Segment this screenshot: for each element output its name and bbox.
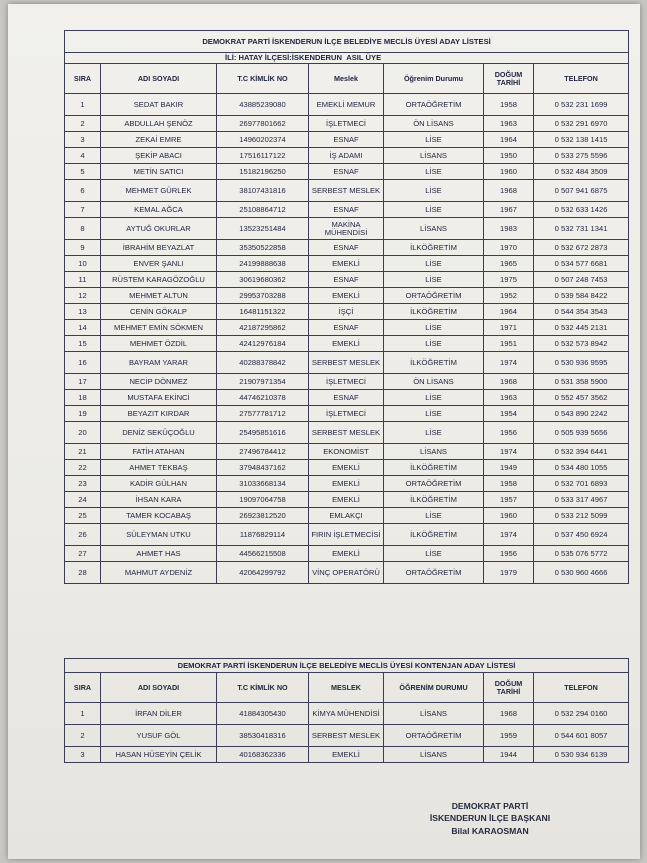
cell-edu: İLKÖĞRETİM: [384, 304, 484, 320]
cell-edu: LİSANS: [384, 218, 484, 240]
cell-name: KADİR GÜLHAN: [101, 476, 217, 492]
cell-edu: LİSANS: [384, 747, 484, 763]
cell-edu: LİSE: [384, 272, 484, 288]
header-phone: TELEFON: [534, 64, 629, 94]
cell-name: ENVER ŞANLI: [101, 256, 217, 272]
quota-header-tc: T.C KİMLİK NO: [217, 673, 309, 703]
cell-job: EMEKLİ: [309, 476, 384, 492]
cell-name: SÜLEYMAN UTKU: [101, 524, 217, 546]
header-job: Meslek: [309, 64, 384, 94]
cell-tc: 15182196250: [217, 164, 309, 180]
cell-tc: 42412976184: [217, 336, 309, 352]
cell-birth: 1975: [484, 272, 534, 288]
cell-tc: 17516117122: [217, 148, 309, 164]
cell-job: SERBEST MESLEK: [309, 180, 384, 202]
quota-header-birth: DOĞUM TARİHİ: [484, 673, 534, 703]
cell-edu: İLKÖĞRETİM: [384, 460, 484, 476]
cell-name: İHSAN KARA: [101, 492, 217, 508]
cell-sira: 14: [65, 320, 101, 336]
province-district: İLİ: HATAY İLÇESİ:İSKENDERUN: [225, 53, 343, 63]
cell-name: ABDULLAH ŞENÖZ: [101, 116, 217, 132]
cell-name: HASAN HÜSEYİN ÇELİK: [101, 747, 217, 763]
cell-job: İŞLETMECİ: [309, 406, 384, 422]
table-row: [65, 180, 629, 202]
cell-tc: 29953703288: [217, 288, 309, 304]
cell-tc: 38530418316: [217, 725, 309, 747]
table-row: [65, 272, 629, 288]
sign-office: İSKENDERUN İLÇE BAŞKANI: [429, 813, 551, 824]
cell-phone: 0 532 445 2131: [534, 320, 629, 336]
cell-job: EKONOMİST: [309, 444, 384, 460]
cell-birth: 1963: [484, 390, 534, 406]
table-row: [65, 94, 629, 116]
cell-job: EMEKLİ: [309, 747, 384, 763]
cell-phone: 0 544 601 8057: [534, 725, 629, 747]
table-row: [65, 406, 629, 422]
quota-header-edu: ÖĞRENİM DURUMU: [384, 673, 484, 703]
cell-sira: 11: [65, 272, 101, 288]
cell-birth: 1958: [484, 476, 534, 492]
table-row: [65, 524, 629, 546]
cell-sira: 12: [65, 288, 101, 304]
cell-name: YUSUF GÖL: [101, 725, 217, 747]
cell-phone: 0 533 275 5596: [534, 148, 629, 164]
table-row: [65, 240, 629, 256]
table-row: [65, 218, 629, 240]
cell-phone: 0 533 317 4967: [534, 492, 629, 508]
cell-name: BAYRAM YARAR: [101, 352, 217, 374]
cell-birth: 1944: [484, 747, 534, 763]
cell-name: AHMET TEKBAŞ: [101, 460, 217, 476]
table-row: [65, 164, 629, 180]
cell-phone: 0 544 354 3543: [534, 304, 629, 320]
table-row: [65, 725, 629, 747]
cell-job: İŞLETMECİ: [309, 374, 384, 390]
cell-birth: 1954: [484, 406, 534, 422]
cell-birth: 1959: [484, 725, 534, 747]
cell-sira: 15: [65, 336, 101, 352]
cell-edu: LİSE: [384, 164, 484, 180]
header-tc: T.C KİMLİK NO: [217, 64, 309, 94]
cell-phone: 0 537 450 6924: [534, 524, 629, 546]
sign-person: Bilal KARAOSMAN: [451, 825, 529, 836]
quota-header-sira: SIRA: [65, 673, 101, 703]
cell-edu: LİSE: [384, 422, 484, 444]
cell-edu: LİSE: [384, 406, 484, 422]
cell-job: ESNAF: [309, 132, 384, 148]
cell-name: TAMER KOCABAŞ: [101, 508, 217, 524]
cell-sira: 1: [65, 703, 101, 725]
cell-name: AHMET HAS: [101, 546, 217, 562]
cell-edu: LİSE: [384, 132, 484, 148]
cell-sira: 2: [65, 116, 101, 132]
cell-sira: 19: [65, 406, 101, 422]
list-subtitle: [65, 53, 629, 64]
cell-sira: 21: [65, 444, 101, 460]
cell-tc: 44746210378: [217, 390, 309, 406]
cell-tc: 13523251484: [217, 218, 309, 240]
sign-party: DEMOKRAT PARTİ: [451, 801, 529, 811]
cell-phone: 0 532 484 3509: [534, 164, 629, 180]
cell-job: İŞLETMECİ: [309, 116, 384, 132]
cell-sira: 17: [65, 374, 101, 390]
cell-tc: 25108864712: [217, 202, 309, 218]
table-row: [65, 422, 629, 444]
table-row: [65, 460, 629, 476]
cell-birth: 1964: [484, 304, 534, 320]
cell-name: SEDAT BAKIR: [101, 94, 217, 116]
cell-birth: 1979: [484, 562, 534, 584]
table-row: [65, 304, 629, 320]
table-row: [65, 352, 629, 374]
cell-sira: 6: [65, 180, 101, 202]
cell-name: İRFAN DİLER: [101, 703, 217, 725]
table-row: [65, 476, 629, 492]
table-row: [65, 508, 629, 524]
cell-tc: 30619680362: [217, 272, 309, 288]
cell-job: ESNAF: [309, 272, 384, 288]
cell-job: EMEKLİ: [309, 256, 384, 272]
cell-phone: 0 532 633 1426: [534, 202, 629, 218]
cell-phone: 0 532 672 2873: [534, 240, 629, 256]
cell-tc: 27577781712: [217, 406, 309, 422]
cell-sira: 28: [65, 562, 101, 584]
table-row: [65, 390, 629, 406]
cell-tc: 37948437162: [217, 460, 309, 476]
list-title: DEMOKRAT PARTİ İSKENDERUN İLÇE BELEDİYE MECLİS ÜYESİ ADAY LİSTESİ: [65, 31, 629, 53]
cell-edu: İLKÖĞRETİM: [384, 240, 484, 256]
table-row: [65, 256, 629, 272]
quota-header-name: ADI SOYADI: [101, 673, 217, 703]
cell-phone: 0 534 577 6681: [534, 256, 629, 272]
cell-job: İŞ ADAMI: [309, 148, 384, 164]
cell-name: CENİN GÖKALP: [101, 304, 217, 320]
cell-sira: 13: [65, 304, 101, 320]
cell-tc: 38107431816: [217, 180, 309, 202]
cell-birth: 1983: [484, 218, 534, 240]
cell-sira: 3: [65, 132, 101, 148]
cell-name: MEHMET ÖZDİL: [101, 336, 217, 352]
table-row: [65, 703, 629, 725]
cell-tc: 42187295862: [217, 320, 309, 336]
cell-birth: 1968: [484, 180, 534, 202]
cell-edu: ORTAÖĞRETİM: [384, 725, 484, 747]
cell-job: ESNAF: [309, 164, 384, 180]
cell-birth: 1952: [484, 288, 534, 304]
cell-tc: 11876829114: [217, 524, 309, 546]
quota-header-job: MESLEK: [309, 673, 384, 703]
quota-table: [64, 658, 629, 763]
cell-job: ESNAF: [309, 240, 384, 256]
table-row: [65, 320, 629, 336]
cell-name: NECİP DÖNMEZ: [101, 374, 217, 390]
table-row: [65, 132, 629, 148]
cell-birth: 1974: [484, 524, 534, 546]
cell-birth: 1964: [484, 132, 534, 148]
cell-edu: ÖN LİSANS: [384, 116, 484, 132]
cell-job: SERBEST MESLEK: [309, 352, 384, 374]
cell-name: ZEKAİ EMRE: [101, 132, 217, 148]
cell-edu: LİSANS: [384, 703, 484, 725]
cell-tc: 14960202374: [217, 132, 309, 148]
cell-edu: ORTAÖĞRETİM: [384, 288, 484, 304]
cell-tc: 40168362336: [217, 747, 309, 763]
cell-edu: LİSE: [384, 390, 484, 406]
cell-sira: 8: [65, 218, 101, 240]
cell-sira: 22: [65, 460, 101, 476]
cell-birth: 1974: [484, 352, 534, 374]
cell-sira: 5: [65, 164, 101, 180]
cell-birth: 1951: [484, 336, 534, 352]
cell-phone: 0 552 457 3562: [534, 390, 629, 406]
cell-phone: 0 530 936 9595: [534, 352, 629, 374]
cell-job: EMEKLİ: [309, 336, 384, 352]
member-type: ASIL ÜYE: [346, 53, 382, 63]
cell-phone: 0 532 701 6893: [534, 476, 629, 492]
table-row: [65, 562, 629, 584]
cell-sira: 10: [65, 256, 101, 272]
cell-name: MEHMET EMİN SÖKMEN: [101, 320, 217, 336]
cell-tc: 16481151322: [217, 304, 309, 320]
cell-name: ŞEKİP ABACI: [101, 148, 217, 164]
cell-phone: 0 534 480 1055: [534, 460, 629, 476]
cell-phone: 0 532 731 1341: [534, 218, 629, 240]
cell-birth: 1963: [484, 116, 534, 132]
cell-sira: 24: [65, 492, 101, 508]
cell-phone: 0 532 573 8942: [534, 336, 629, 352]
cell-birth: 1971: [484, 320, 534, 336]
cell-birth: 1958: [484, 94, 534, 116]
cell-name: KEMAL AĞCA: [101, 202, 217, 218]
cell-tc: 21907971354: [217, 374, 309, 390]
cell-birth: 1950: [484, 148, 534, 164]
table-row: [65, 148, 629, 164]
cell-birth: 1957: [484, 492, 534, 508]
cell-job: ESNAF: [309, 202, 384, 218]
cell-job: EMEKLİ: [309, 492, 384, 508]
cell-tc: 19097064758: [217, 492, 309, 508]
cell-job: FIRIN İŞLETMECİSİ: [309, 524, 384, 546]
cell-phone: 0 507 248 7453: [534, 272, 629, 288]
cell-edu: ORTAÖĞRETİM: [384, 94, 484, 116]
cell-phone: 0 535 076 5772: [534, 546, 629, 562]
cell-phone: 0 539 584 8422: [534, 288, 629, 304]
cell-tc: 42064299792: [217, 562, 309, 584]
cell-job: EMLAKÇI: [309, 508, 384, 524]
table-row: [65, 116, 629, 132]
cell-sira: 18: [65, 390, 101, 406]
cell-edu: LİSANS: [384, 444, 484, 460]
table-row: [65, 747, 629, 763]
cell-sira: 4: [65, 148, 101, 164]
cell-job: ESNAF: [309, 320, 384, 336]
cell-name: METİN SATICI: [101, 164, 217, 180]
header-edu: Öğrenim Durumu: [384, 64, 484, 94]
cell-tc: 43885239080: [217, 94, 309, 116]
table-row: [65, 202, 629, 218]
quota-header-phone: TELEFON: [534, 673, 629, 703]
cell-job: EMEKLİ: [309, 288, 384, 304]
cell-birth: 1965: [484, 256, 534, 272]
cell-job: VİNÇ OPERATÖRÜ: [309, 562, 384, 584]
cell-name: MAHMUT AYDENİZ: [101, 562, 217, 584]
cell-phone: 0 505 939 5656: [534, 422, 629, 444]
cell-tc: 27496784412: [217, 444, 309, 460]
cell-phone: 0 507 941 6875: [534, 180, 629, 202]
cell-birth: 1956: [484, 422, 534, 444]
table-row: [65, 336, 629, 352]
header-birth: DOĞUM TARİHİ: [484, 64, 534, 94]
cell-tc: 24199888638: [217, 256, 309, 272]
cell-edu: LİSE: [384, 508, 484, 524]
cell-phone: 0 532 138 1415: [534, 132, 629, 148]
cell-name: FATİH ATAHAN: [101, 444, 217, 460]
cell-edu: İLKÖĞRETİM: [384, 524, 484, 546]
cell-sira: 7: [65, 202, 101, 218]
cell-sira: 16: [65, 352, 101, 374]
cell-edu: LİSE: [384, 202, 484, 218]
table-row: [65, 546, 629, 562]
cell-tc: 40288378842: [217, 352, 309, 374]
cell-phone: 0 532 394 6441: [534, 444, 629, 460]
cell-birth: 1949: [484, 460, 534, 476]
signature-block: [400, 800, 580, 837]
cell-tc: 41884305430: [217, 703, 309, 725]
cell-job: EMEKLİ: [309, 546, 384, 562]
quota-title: DEMOKRAT PARTİ İSKENDERUN İLÇE BELEDİYE MECLİS ÜYESİ KONTENJAN ADAY LİSTESİ: [65, 659, 629, 673]
cell-sira: 25: [65, 508, 101, 524]
cell-sira: 20: [65, 422, 101, 444]
cell-name: DENİZ SEKÜÇOĞLU: [101, 422, 217, 444]
cell-birth: 1960: [484, 508, 534, 524]
cell-edu: İLKÖĞRETİM: [384, 352, 484, 374]
cell-birth: 1974: [484, 444, 534, 460]
cell-tc: 31033668134: [217, 476, 309, 492]
cell-phone: 0 530 960 4666: [534, 562, 629, 584]
cell-tc: 26977801662: [217, 116, 309, 132]
cell-sira: 1: [65, 94, 101, 116]
cell-phone: 0 531 358 5900: [534, 374, 629, 390]
table-row: [65, 288, 629, 304]
cell-birth: 1960: [484, 164, 534, 180]
cell-sira: 26: [65, 524, 101, 546]
document-page: [8, 4, 640, 859]
cell-phone: 0 532 291 6970: [534, 116, 629, 132]
header-name: ADI SOYADI: [101, 64, 217, 94]
candidate-table: [64, 30, 629, 584]
cell-edu: LİSE: [384, 336, 484, 352]
header-sira: SIRA: [65, 64, 101, 94]
cell-birth: 1968: [484, 374, 534, 390]
table-row: [65, 492, 629, 508]
cell-tc: 35350522858: [217, 240, 309, 256]
cell-job: KİMYA MÜHENDİSİ: [309, 703, 384, 725]
quota-header: [65, 673, 629, 703]
cell-phone: 0 530 934 6139: [534, 747, 629, 763]
cell-sira: 3: [65, 747, 101, 763]
cell-tc: 26923812520: [217, 508, 309, 524]
cell-edu: LİSE: [384, 546, 484, 562]
cell-edu: LİSE: [384, 180, 484, 202]
cell-job: SERBEST MESLEK: [309, 725, 384, 747]
table-header: [65, 64, 629, 94]
cell-name: MUSTAFA EKİNCİ: [101, 390, 217, 406]
cell-name: BEYAZIT KIRDAR: [101, 406, 217, 422]
cell-birth: 1967: [484, 202, 534, 218]
cell-edu: LİSANS: [384, 148, 484, 164]
cell-job: ESNAF: [309, 390, 384, 406]
cell-job: SERBEST MESLEK: [309, 422, 384, 444]
cell-birth: 1956: [484, 546, 534, 562]
cell-phone: 0 533 212 5099: [534, 508, 629, 524]
cell-name: RÜSTEM KARAGÖZOĞLU: [101, 272, 217, 288]
cell-edu: ORTAÖĞRETİM: [384, 562, 484, 584]
table-row: [65, 444, 629, 460]
cell-phone: 0 532 294 0160: [534, 703, 629, 725]
cell-sira: 23: [65, 476, 101, 492]
cell-job: MAKİNA MÜHENDİSİ: [309, 218, 384, 240]
cell-name: İBRAHİM BEYAZLAT: [101, 240, 217, 256]
cell-job: İŞÇİ: [309, 304, 384, 320]
cell-phone: 0 532 231 1699: [534, 94, 629, 116]
cell-sira: 9: [65, 240, 101, 256]
cell-edu: LİSE: [384, 256, 484, 272]
cell-phone: 0 543 890 2242: [534, 406, 629, 422]
cell-tc: 25495851616: [217, 422, 309, 444]
cell-edu: LİSE: [384, 320, 484, 336]
cell-birth: 1968: [484, 703, 534, 725]
cell-birth: 1970: [484, 240, 534, 256]
cell-sira: 27: [65, 546, 101, 562]
cell-edu: ÖN LİSANS: [384, 374, 484, 390]
cell-edu: ORTAÖĞRETİM: [384, 476, 484, 492]
cell-job: EMEKLİ MEMUR: [309, 94, 384, 116]
cell-edu: İLKÖĞRETİM: [384, 492, 484, 508]
cell-name: MEHMET ALTUN: [101, 288, 217, 304]
cell-name: AYTUĞ OKURLAR: [101, 218, 217, 240]
cell-sira: 2: [65, 725, 101, 747]
cell-job: EMEKLİ: [309, 460, 384, 476]
table-row: [65, 374, 629, 390]
cell-name: MEHMET GÜRLEK: [101, 180, 217, 202]
cell-tc: 44566215508: [217, 546, 309, 562]
